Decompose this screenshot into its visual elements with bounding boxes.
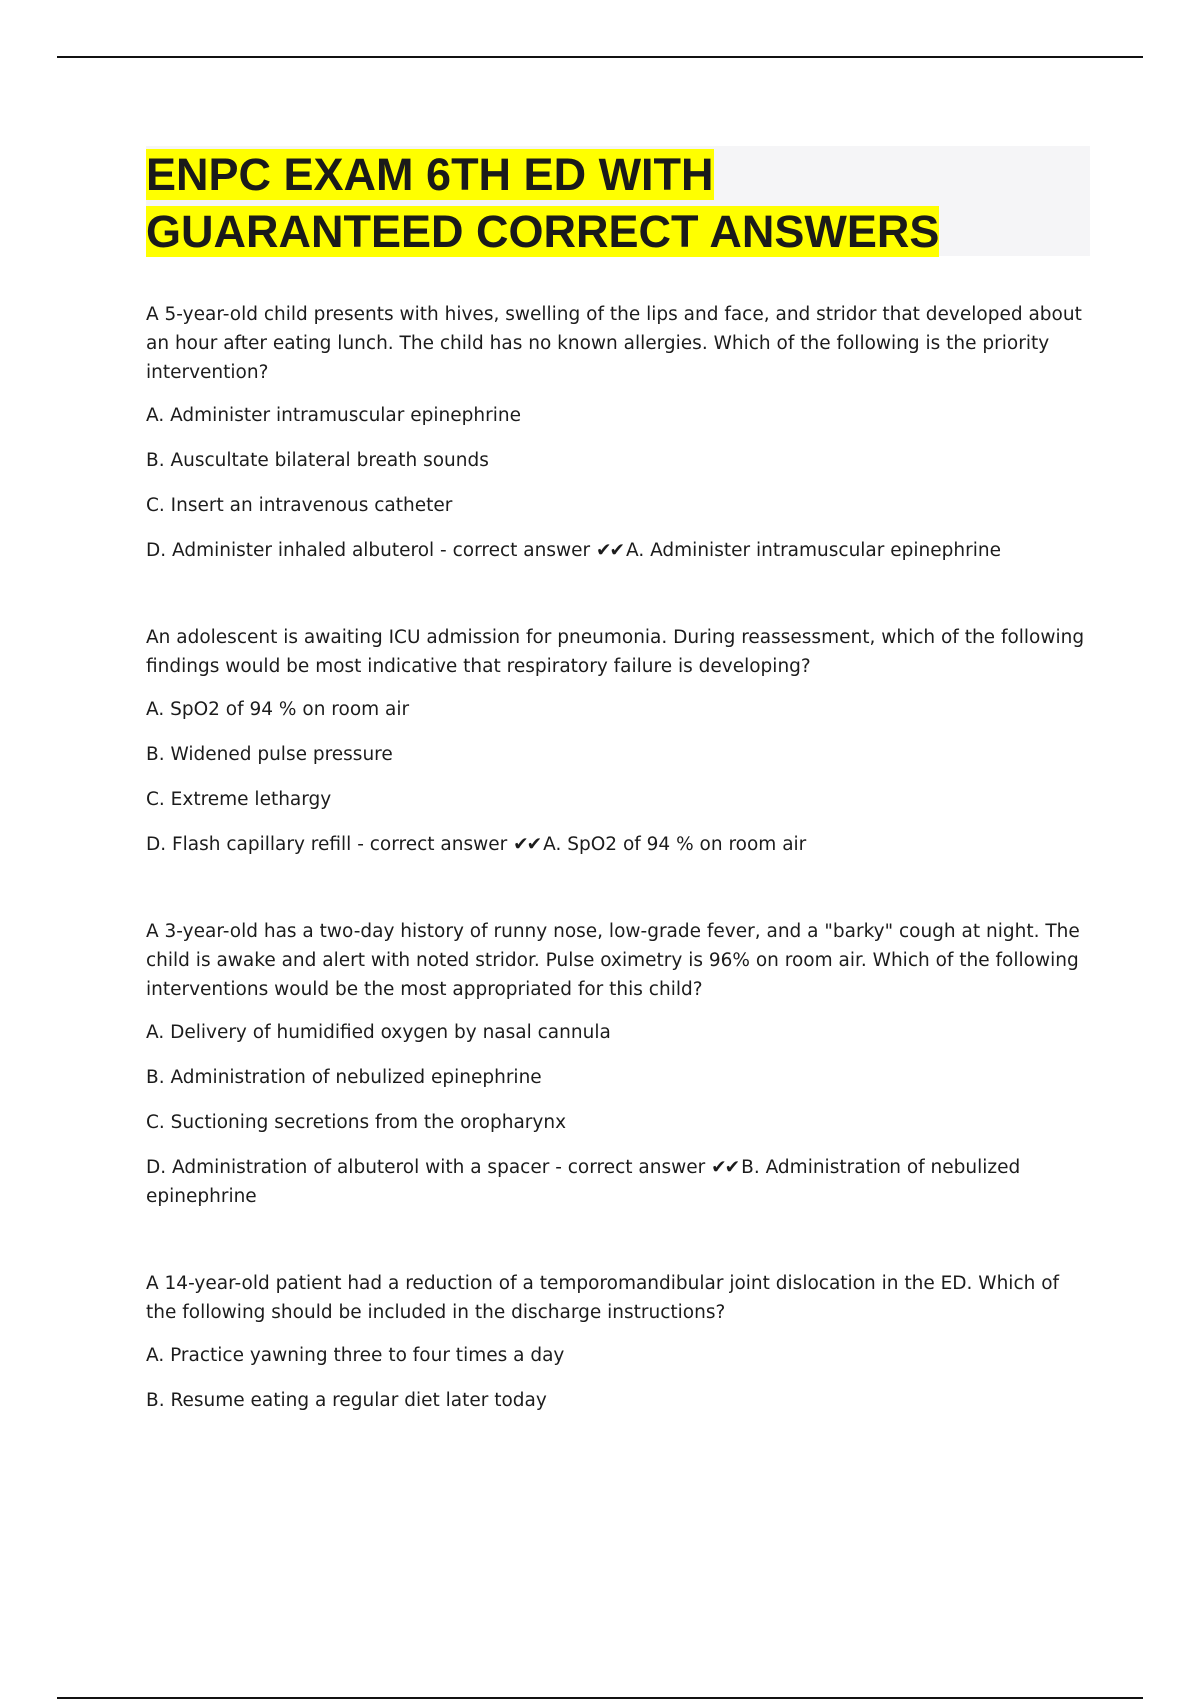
option-d: D. Administer inhaled albuterol - correct answer [146, 540, 591, 561]
option-b: B. Auscultate bilateral breath sounds [146, 450, 489, 471]
option-a: A. SpO2 of 94 % on room air [146, 699, 410, 720]
option-d-with-answer [146, 1153, 1090, 1211]
title-block [146, 146, 1090, 256]
question-stem: A 3-year-old has a two-day history of runny nose, low-grade fever, and a "barky" cough at night. The child is awake and alert with noted stridor. Pulse oximetry is 96% on room air. Which of the following interventions would be the most appropriated for this child? [146, 921, 1080, 1000]
question-stem: An adolescent is awaiting ICU admission for pneumonia. During reassessment, which of the following findings would be most indicative that respiratory failure is developing? [146, 627, 1085, 677]
question-3 [146, 917, 1090, 1211]
option-c: C. Extreme lethargy [146, 789, 332, 810]
question-stem: A 14-year-old patient had a reduction of a temporomandibular joint dislocation in the ED. Which of the following should be included in the discharge instructions? [146, 1273, 1060, 1323]
option-c: C. Insert an intravenous catheter [146, 495, 453, 516]
correct-answer: A. Administer intramuscular epinephrine [626, 540, 1001, 561]
option-a: A. Practice yawning three to four times a day [146, 1345, 565, 1366]
option-c: C. Suctioning secretions from the oropharynx [146, 1112, 567, 1133]
header-rule [57, 56, 1143, 58]
option-b: B. Widened pulse pressure [146, 744, 393, 765]
title-line-2: GUARANTEED CORRECT ANSWERS [146, 206, 940, 257]
document-title [146, 146, 1090, 260]
title-line-1: ENPC EXAM 6TH ED WITH [146, 149, 714, 200]
option-b: B. Administration of nebulized epinephrine [146, 1067, 542, 1088]
correct-answer: A. SpO2 of 94 % on room air [543, 834, 807, 855]
questions-list [146, 300, 1090, 1473]
correct-answer: B. Administration of nebulized epinephrine [146, 1157, 1021, 1207]
footer-rule [57, 1697, 1143, 1699]
question-2 [146, 623, 1090, 859]
question-1 [146, 300, 1090, 565]
option-d: D. Flash capillary refill - correct answer [146, 834, 508, 855]
option-b: B. Resume eating a regular diet later today [146, 1390, 547, 1411]
question-stem: A 5-year-old child presents with hives, swelling of the lips and face, and stridor that developed about an hour after eating lunch. The child has no known allergies. Which of the following is the priority intervention? [146, 304, 1082, 383]
checkmark-icon: ✔✔ [513, 834, 541, 855]
option-a: A. Delivery of humidified oxygen by nasal cannula [146, 1022, 611, 1043]
option-d: D. Administration of albuterol with a spacer - correct answer [146, 1157, 706, 1178]
checkmark-icon: ✔✔ [711, 1157, 739, 1178]
option-d-with-answer [146, 830, 1090, 859]
question-4 [146, 1269, 1090, 1415]
checkmark-icon: ✔✔ [595, 540, 623, 561]
option-a: A. Administer intramuscular epinephrine [146, 405, 521, 426]
option-d-with-answer [146, 536, 1090, 565]
